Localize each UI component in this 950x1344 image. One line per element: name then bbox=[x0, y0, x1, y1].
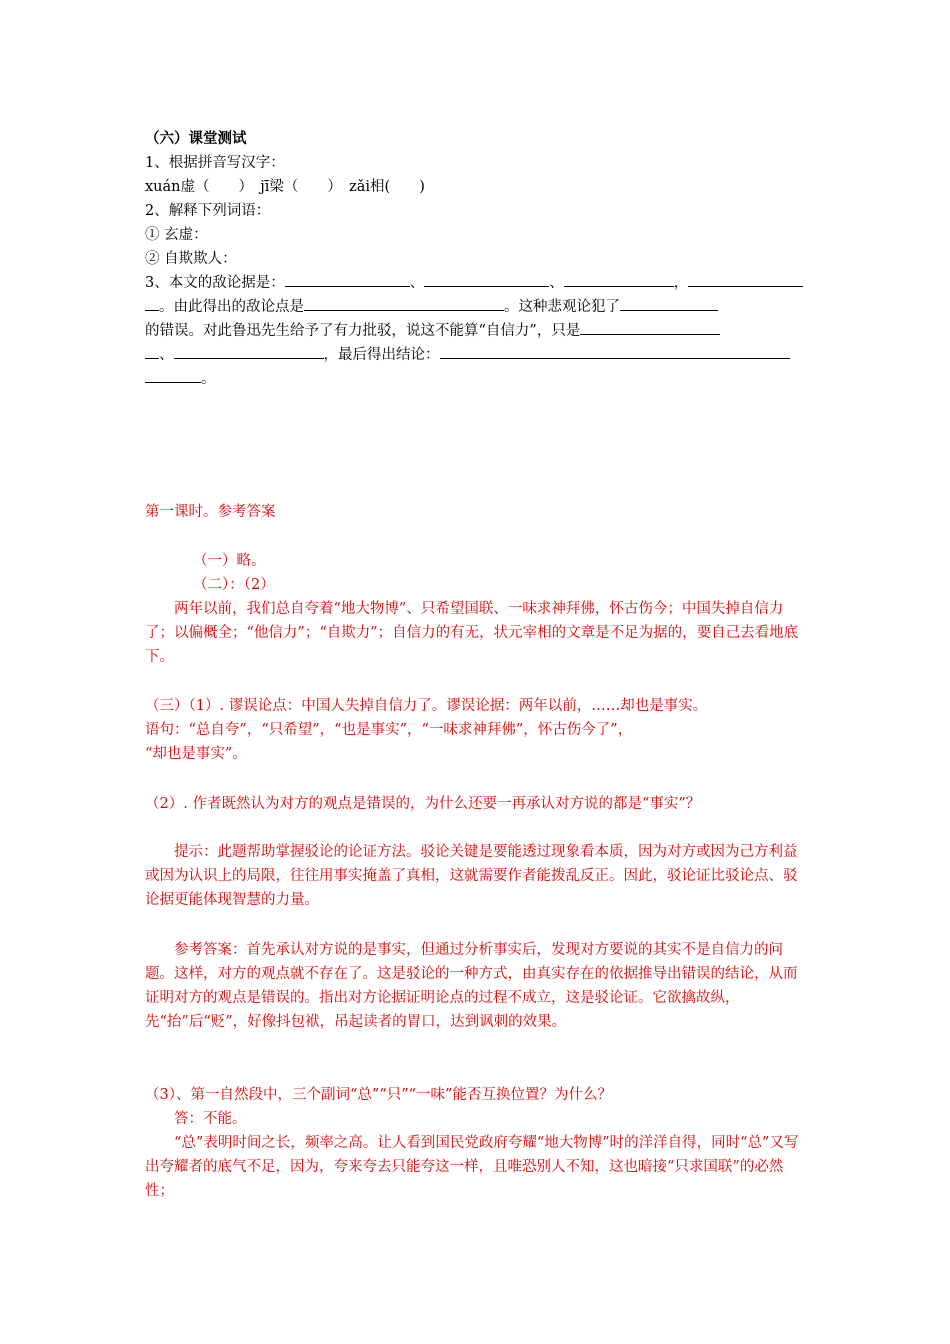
answer-2-body: 两年以前，我们总自夸着“地大物博”、只希望国联、一味求神拜佛，怀古伤今；中国失掉自信力了；以偏概全；“他信力”；“自欺力”；自信力的有无，状元宰相的文章是不足为据的，要自己去看地底下。 bbox=[145, 601, 799, 665]
question-3-line-4: 、 ，最后得出结论： bbox=[145, 343, 810, 367]
reference-block bbox=[145, 938, 810, 1034]
question-3-line-5: 。 bbox=[145, 367, 810, 391]
reference-text: 参考答案：首先承认对方说的是事实，但通过分析事实后，发现对方要说的其实不是自信力的问题。这样，对方的观点就不存在了。这是驳论的一种方式，由真实存在的依据推导出错误的结论，从而证明对方的观点是错误的。指出对方论据证明论点的过程不成立，这是驳论证。它欲擒故纵，先“抬”后“贬”，好像抖包袱，吊起读者的胃口，达到讽刺的效果。 bbox=[145, 942, 798, 1030]
question-2: 2、解释下列词语： bbox=[145, 203, 271, 219]
answer-1: （一）略。 bbox=[193, 553, 266, 569]
answer-blank[interactable] bbox=[424, 272, 549, 287]
q3-text-a: 3、本文的敌论据是： bbox=[145, 275, 285, 291]
term-2: ② 自欺欺人： bbox=[145, 251, 237, 267]
quiz-section bbox=[145, 127, 810, 391]
answer-3-line-2: 语句：“总自夸”，“只希望”，“也是事实”，“一味求神拜佛”，怀古伤今了”， bbox=[145, 722, 633, 738]
answer-body: “总”表明时间之长，频率之高。让人看到国民党政府夸耀“地大物博”时的洋洋自得，同时“总”又写出夸耀者的底气不足，因为，夸来夸去只能夸这一样，且唯恐别人不知，这也暗接“只求国联”的必然性； bbox=[145, 1135, 799, 1199]
answer-3-3: （3）、第一自然段中，三个副词“总”“只”“一味”能否互换位置？为什么？ bbox=[145, 1087, 612, 1103]
answer-3-line-3: “却也是事实”。 bbox=[145, 746, 247, 762]
answer-no: 答：不能。 bbox=[174, 1111, 247, 1127]
quiz-heading: （六）课堂测试 bbox=[145, 130, 247, 147]
answer-3-line-1: （三）（1）. 谬误论点：中国人失掉自信力了。谬误论据：两年以前，……却也是事实。 bbox=[145, 698, 708, 714]
answer-3-2-block bbox=[145, 792, 810, 816]
answer-body-block bbox=[145, 1131, 810, 1203]
answer-blank[interactable] bbox=[440, 344, 790, 359]
answer-blank[interactable] bbox=[145, 368, 201, 383]
hint-text: 提示：此题帮助掌握驳论的论证方法。驳论关键是要能透过现象看本质，因为对方或因为己方利益或因为认识上的局限，往往用事实掩盖了真相，这就需要作者能拨乱反正。因此，驳论证比驳论点、驳论据更能体现智慧的力量。 bbox=[145, 844, 798, 908]
answer-blank[interactable] bbox=[145, 344, 159, 359]
question-3-line-3: 的错误。对此鲁迅先生给予了有力批驳，说这不能算“自信力”，只是 bbox=[145, 319, 810, 343]
pinyin-line: xuán虚（ ） jī梁（ ） zǎi相( ) bbox=[145, 179, 425, 195]
term-1: ① 玄虚： bbox=[145, 227, 208, 243]
hint-block bbox=[145, 840, 810, 912]
answer-3-2: （2）. 作者既然认为对方的观点是错误的，为什么还要一再承认对方说的都是“事实”？ bbox=[145, 796, 701, 812]
question-3-line-2: 。由此得出的敌论点是 。这种悲观论犯了 bbox=[145, 295, 810, 319]
answer-1-2-block bbox=[145, 549, 810, 597]
answer-blank[interactable] bbox=[688, 272, 803, 287]
answer-blank[interactable] bbox=[580, 320, 720, 335]
question-1: 1、根据拼音写汉字： bbox=[145, 155, 285, 171]
answer-blank[interactable] bbox=[304, 296, 504, 311]
answer-blank[interactable] bbox=[620, 296, 718, 311]
answer-blank[interactable] bbox=[145, 296, 159, 311]
answer-blank[interactable] bbox=[564, 272, 674, 287]
question-3-line-1: 3、本文的敌论据是： 、 、 ， bbox=[145, 271, 810, 295]
answer-2: （二）：（2） bbox=[193, 577, 275, 593]
answer-blank[interactable] bbox=[174, 344, 324, 359]
answer-2-body-block bbox=[145, 597, 810, 669]
answer-3-3-block bbox=[145, 1083, 810, 1131]
answer-blank[interactable] bbox=[285, 272, 410, 287]
answers-title: 第一课时。参考答案 bbox=[145, 504, 276, 520]
answers-title-block bbox=[145, 500, 810, 524]
answer-3-block bbox=[145, 694, 810, 766]
